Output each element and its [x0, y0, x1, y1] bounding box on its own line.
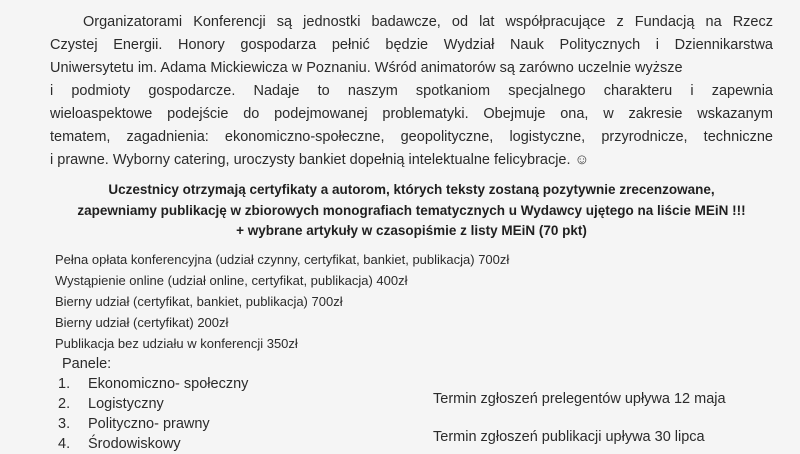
- panel-label: Ekonomiczno- społeczny: [88, 375, 249, 392]
- panel-label: Środowiskowy: [88, 435, 181, 452]
- paragraph-line: Czystej Energii. Honory gospodarza pełnić będzie Wydział Nauk Politycznych i Dziennikarstwa: [50, 37, 773, 53]
- panels-heading: Panele:: [62, 355, 112, 372]
- fee-item: Bierny udział (certyfikat) 200zł: [55, 314, 229, 330]
- fee-item: Wystąpienie online (udział online, certyfikat, publikacja) 400zł: [55, 272, 408, 288]
- panel-item: [58, 428, 773, 454]
- paragraph-line: wieloaspektowe podejście do podejmowanej problematyki. Obejmuje ona, w zakresie wskazanym: [50, 106, 773, 122]
- panel-number: 4.: [58, 435, 71, 452]
- deadline-note: Termin zgłoszeń publikacji upływa 30 lipca: [433, 428, 705, 445]
- panel-label: Logistyczny: [88, 395, 164, 412]
- fee-item: Pełna opłata konferencyjna (udział czynny, certyfikat, bankiet, publikacja) 700zł: [55, 251, 510, 267]
- panel-item: [58, 390, 773, 414]
- fee-item: Publikacja bez udziału w konferencji 350zł: [55, 335, 298, 351]
- highlight-line: zapewniamy publikację w zbiorowych monografiach tematycznych u Wydawcy ujętego na liście MEiN !!!: [77, 202, 746, 218]
- panel-number: 1.: [58, 375, 71, 392]
- panels-section: [50, 354, 773, 454]
- deadline-note: Termin zgłoszeń prelegentów upływa 12 maja: [433, 390, 726, 407]
- paragraph-line: tematem, zagadnienia: ekonomiczno-społeczne, geopolityczne, logistyczne, przyrodnicze, techniczne: [50, 129, 773, 145]
- intro-paragraph: [50, 11, 773, 172]
- panel-list: [58, 374, 773, 454]
- paragraph-line: Uniwersytetu im. Adama Mickiewicza w Poznaniu. Wśród animatorów są zarówno uczelnie wyższe: [50, 60, 683, 76]
- panel-number: 3.: [58, 415, 71, 432]
- paragraph-line: i prawne. Wyborny catering, uroczysty bankiet dopełnią intelektualne felicybracje. ☺: [50, 152, 590, 168]
- document-content: [50, 11, 773, 454]
- highlight-note: [50, 180, 773, 242]
- panel-label: Polityczno- prawny: [88, 415, 210, 432]
- highlight-line: + wybrane artykuły w czasopiśmie z listy MEiN (70 pkt): [236, 223, 587, 238]
- paragraph-line: i podmioty gospodarcze. Nadaje to naszym spotkaniom specjalnego charakteru i zapewnia: [50, 83, 773, 99]
- panel-number: 2.: [58, 395, 71, 412]
- fee-list: [55, 249, 773, 354]
- fee-item: Bierny udział (certyfikat, bankiet, publikacja) 700zł: [55, 293, 343, 309]
- paragraph-line: Organizatorami Konferencji są jednostki badawcze, od lat współpracujące z Fundacją na Rzecz: [83, 14, 773, 30]
- highlight-line: Uczestnicy otrzymają certyfikaty a autorom, których teksty zostaną pozytywnie zrecenzowane,: [108, 182, 715, 197]
